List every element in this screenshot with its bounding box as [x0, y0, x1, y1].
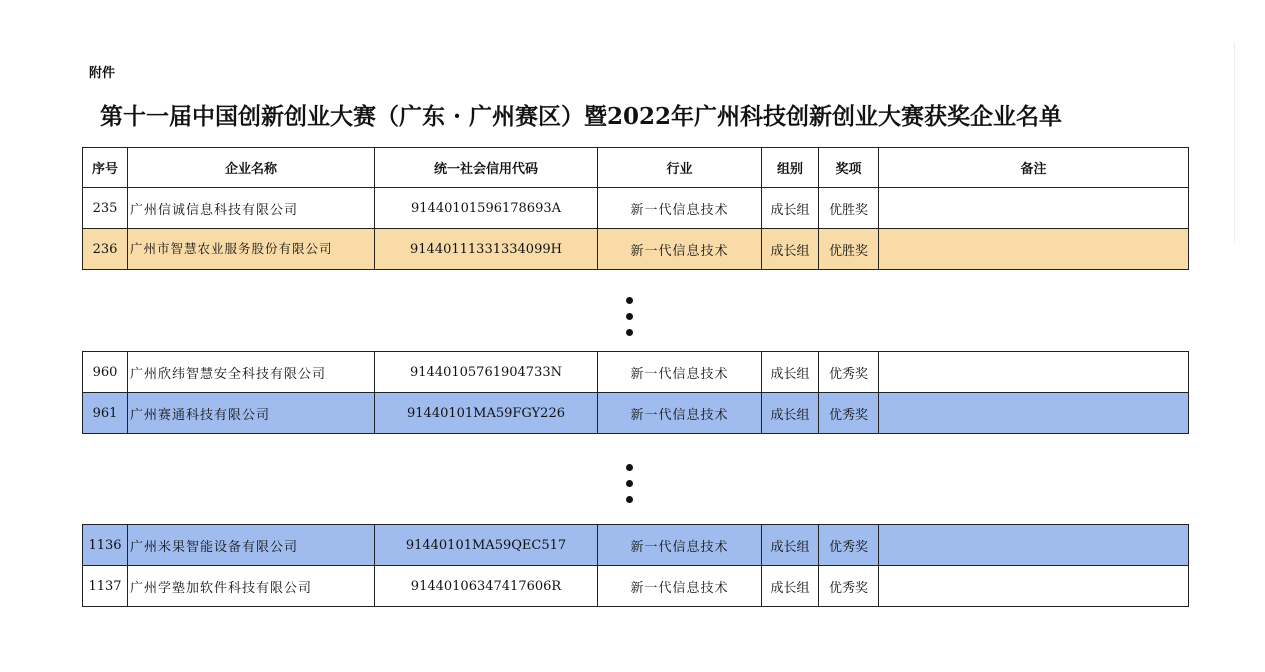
column-header-note: 备注	[879, 148, 1189, 188]
group: 成长组	[762, 525, 819, 566]
note	[879, 525, 1189, 566]
award: 优秀奖	[819, 393, 879, 434]
table-row-highlighted	[83, 525, 1189, 566]
row-index: 236	[83, 229, 128, 270]
note	[879, 352, 1189, 393]
column-header-credit-code: 统一社会信用代码	[375, 148, 598, 188]
group: 成长组	[762, 352, 819, 393]
note	[879, 393, 1189, 434]
table-row-highlighted	[83, 229, 1189, 270]
industry: 新一代信息技术	[598, 229, 762, 270]
credit-code: 91440101MA59FGY226	[375, 393, 598, 434]
industry: 新一代信息技术	[598, 525, 762, 566]
note	[879, 566, 1189, 607]
table-row-highlighted	[83, 393, 1189, 434]
company-name: 广州信诚信息科技有限公司	[128, 188, 375, 229]
credit-code: 91440106347417606R	[375, 566, 598, 607]
credit-code: 91440101596178693A	[375, 188, 598, 229]
table-header-row	[83, 148, 1189, 188]
award: 优秀奖	[819, 525, 879, 566]
company-name: 广州欣纬智慧安全科技有限公司	[128, 352, 375, 393]
scroll-edge-divider	[1234, 42, 1235, 242]
row-index: 961	[83, 393, 128, 434]
company-name-text: 广州市智慧农业服务股份有限公司	[130, 241, 333, 256]
ellipsis-vertical-icon	[626, 464, 634, 512]
group: 成长组	[762, 566, 819, 607]
column-header-industry: 行业	[598, 148, 762, 188]
ellipsis-vertical-icon	[626, 297, 634, 345]
table-row	[83, 566, 1189, 607]
row-index: 960	[83, 352, 128, 393]
column-header-index: 序号	[83, 148, 128, 188]
group: 成长组	[762, 229, 819, 270]
note	[879, 229, 1189, 270]
award: 优胜奖	[819, 188, 879, 229]
column-header-group: 组别	[762, 148, 819, 188]
attachment-label: 附件	[89, 66, 116, 81]
row-index: 1137	[83, 566, 128, 607]
industry: 新一代信息技术	[598, 352, 762, 393]
group: 成长组	[762, 188, 819, 229]
award: 优胜奖	[819, 229, 879, 270]
industry: 新一代信息技术	[598, 188, 762, 229]
credit-code: 91440105761904733N	[375, 352, 598, 393]
group: 成长组	[762, 393, 819, 434]
award: 优秀奖	[819, 352, 879, 393]
note	[879, 188, 1189, 229]
page-title: 第十一届中国创新创业大赛（广东 · 广州赛区）暨2022年广州科技创新创业大赛获奖企业名单	[100, 103, 1063, 130]
credit-code: 91440101MA59QEC517	[375, 525, 598, 566]
industry: 新一代信息技术	[598, 566, 762, 607]
company-name: 广州赛通科技有限公司	[128, 393, 375, 434]
company-name: 广州米果智能设备有限公司	[128, 525, 375, 566]
row-index: 235	[83, 188, 128, 229]
company-name: 广州学塾加软件科技有限公司	[128, 566, 375, 607]
award-table-block-2	[82, 351, 1189, 434]
table-row	[83, 188, 1189, 229]
company-name	[128, 229, 375, 270]
award-table-block-3	[82, 524, 1189, 607]
credit-code: 91440111331334099H	[375, 229, 598, 270]
award-table-block-1	[82, 147, 1189, 270]
row-index: 1136	[83, 525, 128, 566]
award: 优秀奖	[819, 566, 879, 607]
table-row	[83, 352, 1189, 393]
industry: 新一代信息技术	[598, 393, 762, 434]
column-header-award: 奖项	[819, 148, 879, 188]
column-header-company: 企业名称	[128, 148, 375, 188]
